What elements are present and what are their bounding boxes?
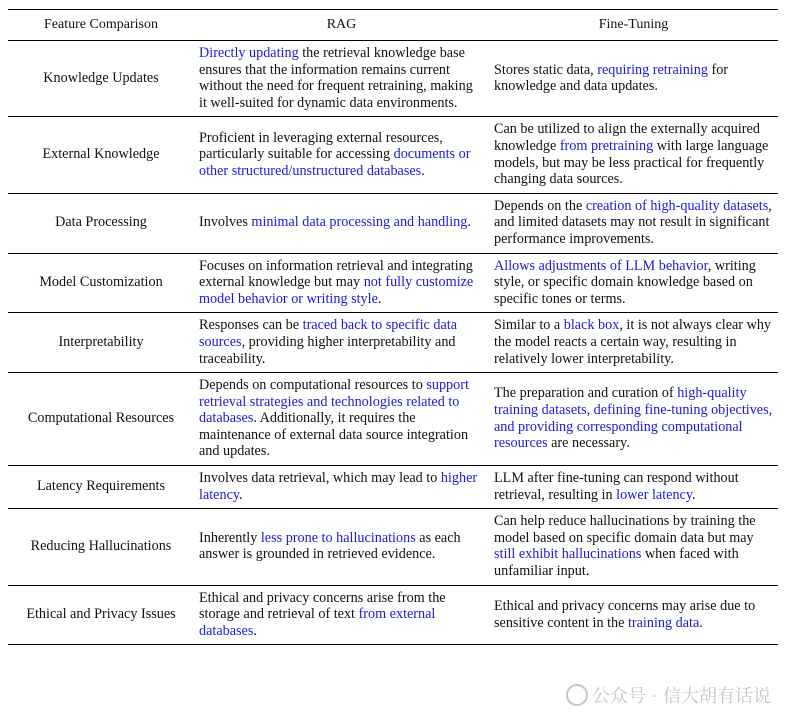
table-row xyxy=(8,117,778,193)
fine-tuning-cell xyxy=(489,373,778,466)
header-fine-tuning: Fine-Tuning xyxy=(489,10,778,41)
wechat-icon xyxy=(566,684,588,706)
watermark-text: 公众号 · 信大胡有话说 xyxy=(591,686,771,707)
cell-text: . xyxy=(699,614,703,631)
table-body xyxy=(8,41,778,645)
cell-text: Responses can be xyxy=(199,317,303,334)
cell-text: Similar to a xyxy=(494,317,564,334)
fine-tuning-cell xyxy=(489,313,778,373)
cell-text: . xyxy=(421,162,425,179)
header-feature: Feature Comparison xyxy=(8,10,194,41)
highlighted-text: minimal data processing and handling xyxy=(251,214,468,231)
cell-text: Depends on computational resources to xyxy=(199,377,427,394)
cell-text: are necessary. xyxy=(547,435,630,452)
highlighted-text: from pretraining xyxy=(559,137,654,154)
cell-text: Inherently xyxy=(199,529,261,546)
cell-text: Ethical and privacy concerns arise from the storage and retrieval of text xyxy=(199,589,446,623)
highlighted-text: still exhibit hallucinations xyxy=(494,546,642,563)
table-row xyxy=(8,373,778,466)
feature-cell: Ethical and Privacy Issues xyxy=(8,585,194,645)
table-row xyxy=(8,193,778,253)
cell-text: Ethical and privacy concerns may arise due to sensitive content in the xyxy=(494,597,756,631)
rag-cell xyxy=(194,466,489,509)
rag-cell xyxy=(194,41,489,117)
highlighted-text: Directly updating xyxy=(199,45,299,61)
highlighted-text: black box xyxy=(563,317,620,334)
rag-cell xyxy=(194,253,489,313)
cell-text: the retrieval knowledge base ensures that the information remains current without the need for frequent retraining, making it well-suited for dynamic data environments. xyxy=(199,45,473,111)
cell-text: . xyxy=(239,486,243,503)
feature-cell: Knowledge Updates xyxy=(8,41,194,117)
highlighted-text: documents or other structured/unstructured databases xyxy=(199,146,471,179)
fine-tuning-cell xyxy=(489,253,778,313)
cell-text: Focuses on information retrieval and integrating external knowledge but may xyxy=(199,257,473,291)
header-rag: RAG xyxy=(194,10,489,41)
cell-text: Stores static data, xyxy=(494,61,598,78)
fine-tuning-cell xyxy=(489,117,778,193)
fine-tuning-cell xyxy=(489,41,778,117)
highlighted-text: Allows adjustments of LLM behavior xyxy=(494,257,708,274)
rag-cell xyxy=(194,509,489,585)
cell-text: , it is not always clear why the model reacts a certain way, resulting in relatively lower interpretability. xyxy=(494,317,772,367)
table-row xyxy=(8,253,778,313)
cell-text: The preparation and curation of xyxy=(494,385,678,402)
cell-text: Depends on the xyxy=(494,197,586,214)
table-row xyxy=(8,313,778,373)
fine-tuning-cell xyxy=(489,585,778,645)
feature-cell: External Knowledge xyxy=(8,117,194,193)
watermark xyxy=(566,682,771,708)
highlighted-text: creation of high-quality datasets xyxy=(585,197,769,214)
table-row xyxy=(8,41,778,117)
table-row xyxy=(8,509,778,585)
highlighted-text: high-quality training datasets, defining fine-tuning objectives, and providing corresponding computational resources xyxy=(494,385,773,452)
cell-text: Involves data retrieval, which may lead to xyxy=(199,470,441,487)
cell-text: . xyxy=(467,214,471,231)
feature-cell: Interpretability xyxy=(8,313,194,373)
rag-cell xyxy=(194,117,489,193)
fine-tuning-cell xyxy=(489,193,778,253)
cell-text: . Additionally, it requires the maintenance of external data source integration and updates. xyxy=(199,410,469,460)
cell-text: Can help reduce hallucinations by training the model based on specific domain data but may xyxy=(494,513,756,546)
cell-text: Proficient in leveraging external resources, particularly suitable for accessing xyxy=(199,129,443,163)
comparison-table xyxy=(8,9,778,645)
fine-tuning-cell xyxy=(489,509,778,585)
highlighted-text: training data xyxy=(627,614,700,631)
cell-text: , providing higher interpretability and traceability. xyxy=(199,333,456,367)
table-header xyxy=(8,10,778,41)
highlighted-text: higher latency xyxy=(199,470,478,503)
cell-text: LLM after fine-tuning can respond without retrieval, resulting in xyxy=(494,470,739,503)
cell-text: with large language models, but may be less practical for frequently changing data sources. xyxy=(494,137,769,188)
rag-cell xyxy=(194,373,489,466)
highlighted-text: requiring retraining xyxy=(597,61,708,78)
feature-cell: Reducing Hallucinations xyxy=(8,509,194,585)
cell-text: . xyxy=(692,486,696,503)
highlighted-text: from external databases xyxy=(199,606,436,639)
highlighted-text: lower latency xyxy=(616,486,693,503)
rag-cell xyxy=(194,585,489,645)
cell-text: , writing style, or specific domain knowledge based on specific tones or terms. xyxy=(494,257,756,307)
fine-tuning-cell xyxy=(489,466,778,509)
highlighted-text: less prone to hallucinations xyxy=(260,529,416,546)
cell-text: , and limited datasets may not result in significant performance improvements. xyxy=(494,197,772,247)
rag-cell xyxy=(194,193,489,253)
cell-text: for knowledge and data updates. xyxy=(494,61,729,95)
feature-cell: Data Processing xyxy=(8,193,194,253)
feature-cell: Latency Requirements xyxy=(8,466,194,509)
table-row xyxy=(8,585,778,645)
feature-cell: Computational Resources xyxy=(8,373,194,466)
cell-text: . xyxy=(253,622,257,639)
highlighted-text: not fully customize model behavior or writing style xyxy=(199,274,474,307)
rag-cell xyxy=(194,313,489,373)
cell-text: Can be utilized to align the externally acquired knowledge xyxy=(494,121,760,154)
cell-text: when faced with unfamiliar input. xyxy=(494,546,739,580)
highlighted-text: support retrieval strategies and technologies related to databases xyxy=(199,377,469,427)
feature-cell: Model Customization xyxy=(8,253,194,313)
cell-text: as each answer is grounded in retrieved evidence. xyxy=(199,529,461,563)
highlighted-text: traced back to specific data sources xyxy=(199,317,458,350)
cell-text: Involves xyxy=(199,214,252,231)
cell-text: . xyxy=(377,290,382,307)
table-row xyxy=(8,466,778,509)
